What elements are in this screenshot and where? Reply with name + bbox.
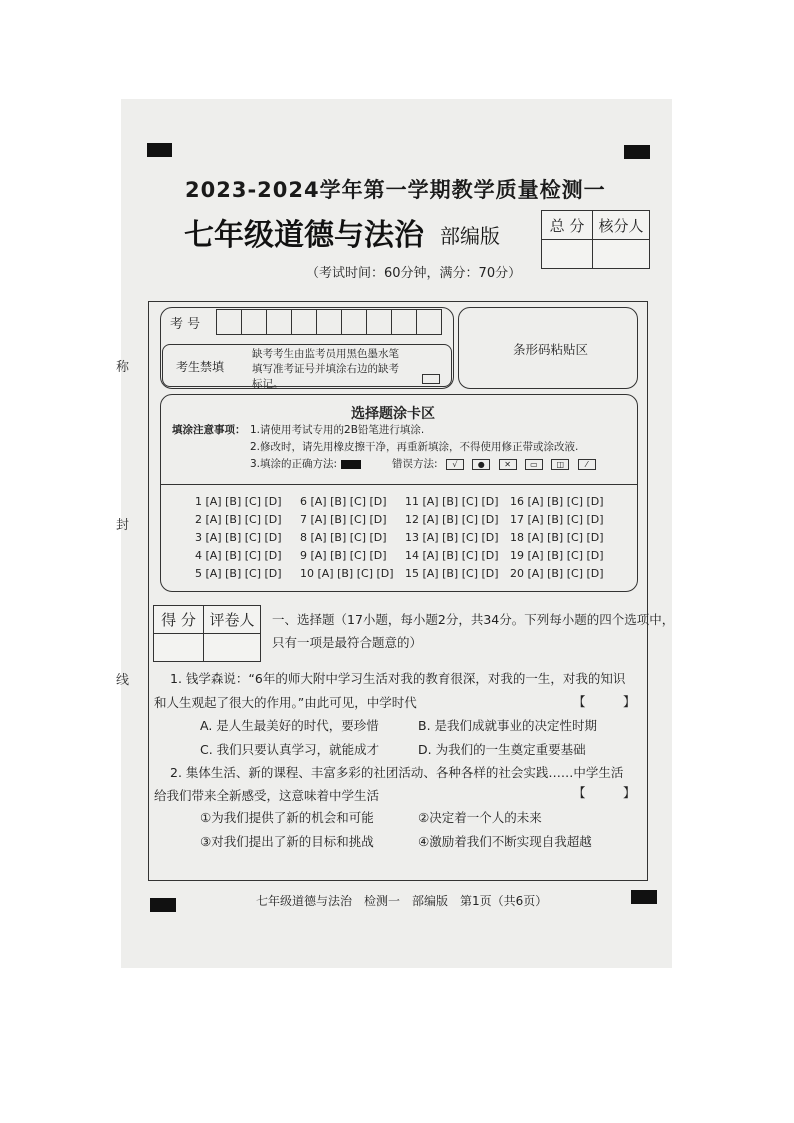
checker-cell[interactable] [593, 240, 650, 269]
answer-item-6[interactable]: 6 [A] [B] [C] [D] [300, 495, 387, 508]
answer-item-13[interactable]: 13 [A] [B] [C] [D] [405, 531, 499, 544]
answer-item-4[interactable]: 4 [A] [B] [C] [D] [195, 549, 282, 562]
notice-3: 3.填涂的正确方法: [250, 458, 338, 470]
question-1-answer-bracket[interactable]: 【 】 [573, 694, 636, 709]
exam-number-label: 考 号 [170, 317, 201, 332]
section-grader-label: 评卷人 [204, 606, 261, 634]
question-2-answer-bracket[interactable]: 【 】 [573, 785, 636, 800]
answer-item-16[interactable]: 16 [A] [B] [C] [D] [510, 495, 604, 508]
answer-item-19[interactable]: 19 [A] [B] [C] [D] [510, 549, 604, 562]
answer-item-17[interactable]: 17 [A] [B] [C] [D] [510, 513, 604, 526]
answer-item-10[interactable]: 10 [A] [B] [C] [D] [300, 567, 394, 580]
wrong-slash-icon: ⁄ [578, 459, 596, 470]
question-1-option-c: C. 我们只要认真学习，就能成才 [200, 742, 380, 757]
answer-card-title: 选择题涂卡区 [351, 406, 435, 422]
notice-2: 2.修改时，请先用橡皮擦干净，再重新填涂，不得使用修正带或涂改液. [250, 441, 579, 453]
question-2-option-3: ③对我们提出了新的目标和挑战 [200, 834, 374, 849]
exam-number-cell[interactable] [366, 309, 392, 335]
question-1-option-a: A. 是人生最美好的时代，要珍惜 [200, 718, 379, 733]
question-2-line2: 给我们带来全新感受，这意味着中学生活 [154, 788, 380, 803]
side-text-2: 封 [116, 518, 130, 533]
alignment-mark-bottom-right [631, 890, 657, 904]
checker-label: 核分人 [593, 211, 650, 240]
answer-item-1[interactable]: 1 [A] [B] [C] [D] [195, 495, 282, 508]
barcode-label: 条形码粘贴区 [513, 342, 589, 357]
answer-item-14[interactable]: 14 [A] [B] [C] [D] [405, 549, 499, 562]
wrong-dot-icon: ● [472, 459, 490, 470]
question-2-option-2: ②决定着一个人的未来 [418, 810, 542, 825]
absent-mark-box[interactable] [422, 374, 440, 384]
subject-title: 七年级道德与法治 [184, 218, 424, 253]
exam-number-cell[interactable] [266, 309, 292, 335]
alignment-mark-bottom-left [150, 898, 176, 912]
wrong-method-label [392, 457, 596, 472]
exam-number-cells[interactable] [216, 309, 441, 335]
answer-item-9[interactable]: 9 [A] [B] [C] [D] [300, 549, 387, 562]
exam-number-cell[interactable] [391, 309, 417, 335]
exam-number-cell[interactable] [216, 309, 242, 335]
answer-item-2[interactable]: 2 [A] [B] [C] [D] [195, 513, 282, 526]
question-1-line1: 1. 钱学森说：“6年的师大附中学习生活对我的教育很深，对我的一生，对我的知识 [170, 671, 626, 686]
wrong-split-icon: ◫ [551, 459, 569, 470]
answer-bubble-grid [195, 495, 615, 581]
section-score-table [153, 605, 261, 662]
exam-number-cell[interactable] [241, 309, 267, 335]
side-text-1: 称 [116, 360, 130, 375]
question-1-line2: 和人生观起了很大的作用。”由此可见，中学时代 [154, 695, 417, 710]
section-score-label: 得 分 [154, 606, 204, 634]
question-2-line1: 2. 集体生活、新的课程、丰富多彩的社团活动、各种各样的社会实践……中学生活 [170, 765, 624, 780]
question-1-option-b: B. 是我们成就事业的决定性时期 [418, 718, 598, 733]
section-score-cell[interactable] [154, 634, 204, 662]
total-score-label: 总 分 [542, 211, 593, 240]
alignment-mark-top-left [147, 143, 172, 157]
correct-fill-example [341, 460, 361, 469]
answer-item-8[interactable]: 8 [A] [B] [C] [D] [300, 531, 387, 544]
answer-card-divider [160, 484, 638, 485]
exam-number-cell[interactable] [416, 309, 442, 335]
wrong-check-icon: √ [446, 459, 464, 470]
notice-1: 1.请使用考试专用的2B铅笔进行填涂. [250, 424, 425, 436]
wrong-partial-icon: ▭ [525, 459, 543, 470]
exam-number-cell[interactable] [341, 309, 367, 335]
answer-item-5[interactable]: 5 [A] [B] [C] [D] [195, 567, 282, 580]
score-summary-table [541, 210, 650, 269]
question-1-option-d: D. 为我们的一生奠定重要基础 [418, 742, 586, 757]
exam-info: （考试时间：60分钟，满分：70分） [306, 266, 522, 281]
answer-item-3[interactable]: 3 [A] [B] [C] [D] [195, 531, 282, 544]
edition-label: 部编版 [440, 224, 500, 248]
exam-number-cell[interactable] [316, 309, 342, 335]
section-heading-line1: 一、选择题（17小题，每小题2分，共34分。下列每小题的四个选项中， [272, 612, 675, 627]
total-score-cell[interactable] [542, 240, 593, 269]
section-grader-cell[interactable] [204, 634, 261, 662]
section-heading-line2: 只有一项是最符合题意的） [272, 635, 423, 650]
alignment-mark-top-right [624, 145, 650, 159]
question-2-option-1: ①为我们提供了新的机会和可能 [200, 810, 374, 825]
page-title: 2023-2024学年第一学期教学质量检测一 [185, 178, 606, 202]
forbidden-text: 缺考考生由监考员用黑色墨水笔填写准考证号并填涂右边的缺考标记。 [252, 348, 399, 390]
question-2-option-4: ④激励着我们不断实现自我超越 [418, 834, 592, 849]
answer-item-12[interactable]: 12 [A] [B] [C] [D] [405, 513, 499, 526]
answer-item-11[interactable]: 11 [A] [B] [C] [D] [405, 495, 499, 508]
exam-number-cell[interactable] [291, 309, 317, 335]
side-text-3: 线 [116, 673, 130, 688]
wrong-method-text: 错误方法: [392, 458, 438, 470]
page-footer: 七年级道德与法治 检测一 部编版 第1页（共6页） [256, 894, 548, 908]
notice-label: 填涂注意事项： [172, 424, 246, 436]
answer-item-15[interactable]: 15 [A] [B] [C] [D] [405, 567, 499, 580]
wrong-cross-icon: ✕ [499, 459, 517, 470]
answer-item-7[interactable]: 7 [A] [B] [C] [D] [300, 513, 387, 526]
answer-item-20[interactable]: 20 [A] [B] [C] [D] [510, 567, 604, 580]
forbidden-label: 考生禁填 [176, 360, 225, 374]
answer-item-18[interactable]: 18 [A] [B] [C] [D] [510, 531, 604, 544]
